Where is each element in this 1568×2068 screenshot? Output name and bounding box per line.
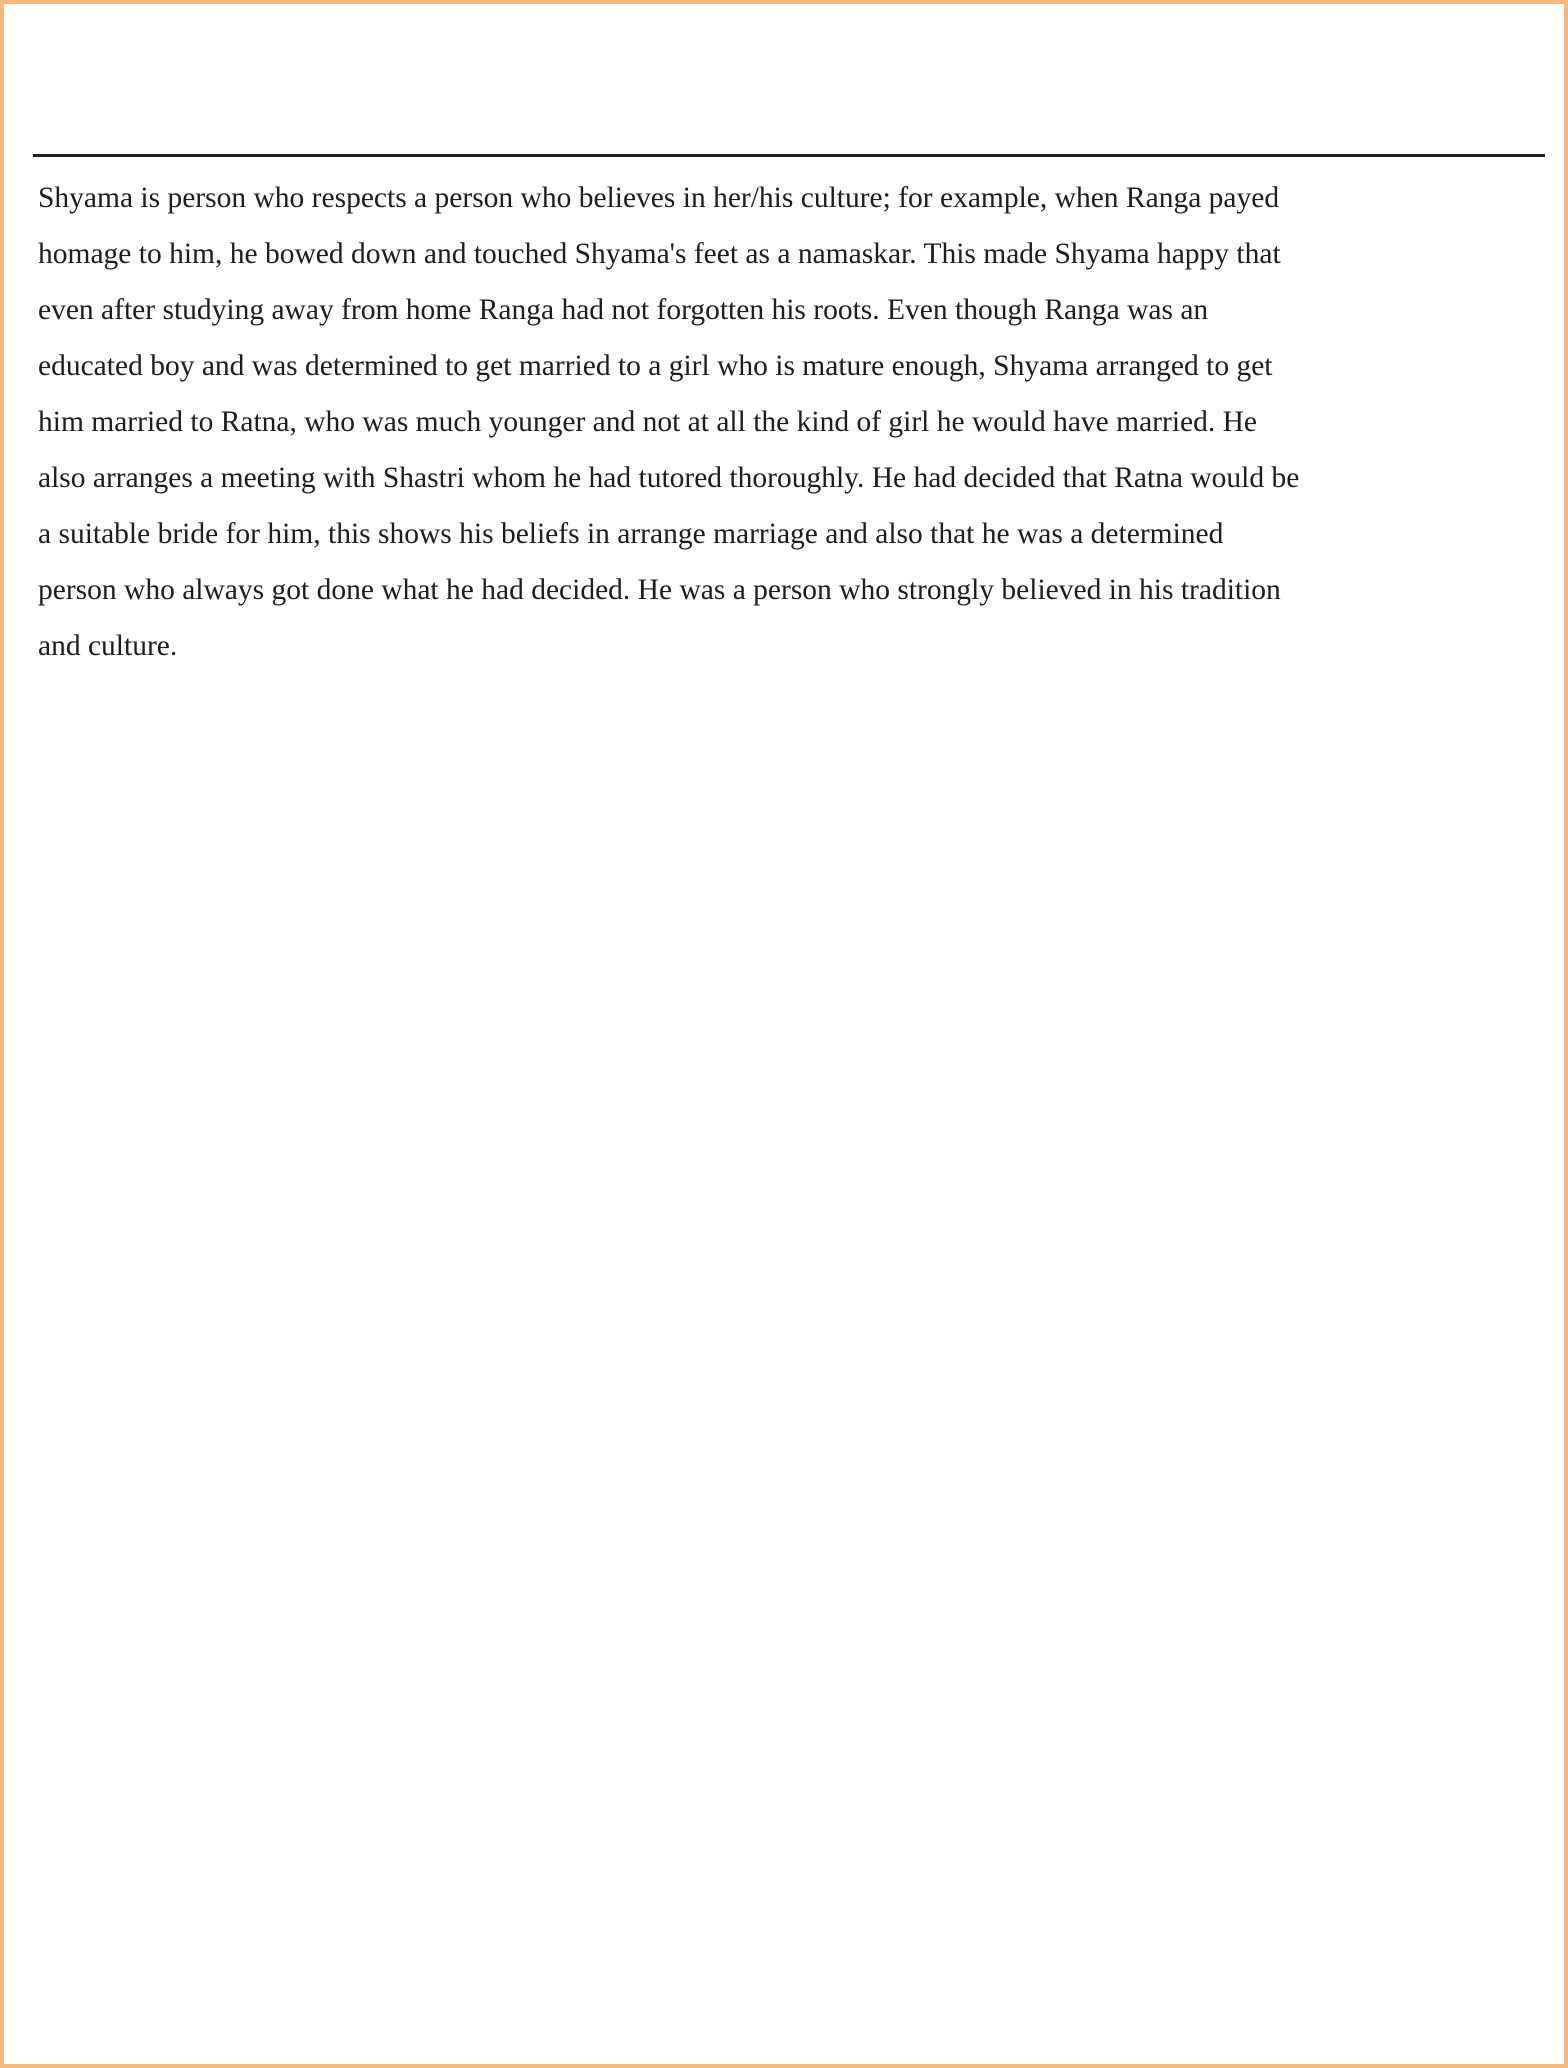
paragraph-line: also arranges a meeting with Shastri whom he had tutored thoroughly. He had decided that Ratna would be xyxy=(38,462,1300,494)
paragraph-line: him married to Ratna, who was much younger and not at all the kind of girl he would have married. He xyxy=(38,406,1258,438)
body-paragraph xyxy=(38,170,1548,674)
paragraph-line: even after studying away from home Ranga had not forgotten his roots. Even though Ranga was an xyxy=(38,294,1209,326)
paragraph-line: a suitable bride for him, this shows his beliefs in arrange marriage and also that he was a determined xyxy=(38,518,1224,550)
paragraph-line: person who always got done what he had decided. He was a person who strongly believed in his tradition xyxy=(38,574,1281,606)
paragraph-line: homage to him, he bowed down and touched Shyama's feet as a namaskar. This made Shyama happy that xyxy=(38,238,1281,270)
paragraph-line: and culture. xyxy=(38,630,178,662)
horizontal-rule xyxy=(33,154,1545,157)
paragraph-line: educated boy and was determined to get married to a girl who is mature enough, Shyama arranged to get xyxy=(38,350,1273,382)
paragraph-line: Shyama is person who respects a person who believes in her/his culture; for example, when Ranga payed xyxy=(38,182,1280,214)
